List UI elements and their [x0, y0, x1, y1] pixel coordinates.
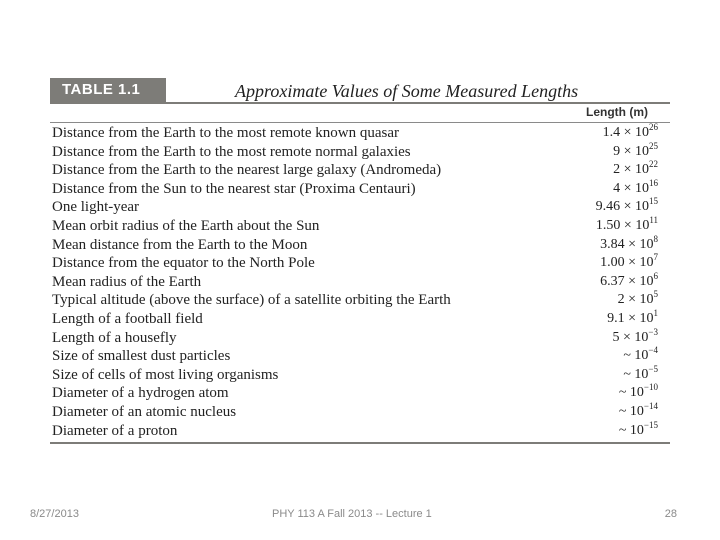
approx-sign: ~: [618, 385, 627, 401]
table-row: [50, 270, 670, 292]
row-length-value: ~ $10^{-10}$: [618, 382, 658, 401]
table-row: [50, 214, 670, 236]
value-exponent: 5: [653, 289, 658, 300]
table-row: [50, 177, 670, 199]
row-length-value: $2 \times 10^5$: [617, 289, 658, 308]
table-row: [50, 384, 670, 403]
approx-sign: ~: [623, 366, 631, 382]
table-title: Approximate Values of Some Measured Lengths: [235, 81, 579, 101]
row-length-value: $1.00 \times 10^7$: [600, 252, 658, 271]
approx-sign: ~: [618, 403, 627, 419]
value-mantissa: 6.37: [600, 273, 625, 289]
value-exponent: 25: [649, 140, 658, 151]
row-length-value: ~ $10^{-15}$: [618, 419, 658, 438]
table-row: [50, 363, 670, 385]
value-exponent: 1: [653, 307, 658, 318]
value-mantissa: 5: [612, 329, 620, 345]
value-exponent: −3: [648, 326, 658, 337]
row-description: Mean radius of the Earth: [52, 273, 202, 290]
row-description: Distance from the Earth to the nearest large galaxy (Andromeda): [52, 162, 442, 179]
row-description: Diameter of a proton: [52, 422, 178, 439]
table-row: [50, 124, 670, 143]
row-description: Distance from the Sun to the nearest star (Proxima Centauri): [52, 180, 416, 197]
row-description: One light-year: [52, 199, 140, 216]
row-length-value: $1.50 \times 10^{11}$: [595, 214, 658, 233]
row-description: Typical altitude (above the surface) of a satellite orbiting the Earth: [52, 292, 451, 309]
row-length-value: $3.84 \times 10^8$: [600, 233, 658, 252]
value-exponent: −15: [643, 419, 658, 430]
table-row: [50, 198, 670, 217]
table-row: [50, 233, 670, 255]
table-row: [50, 347, 670, 366]
value-mantissa: 3.84: [600, 236, 625, 252]
length-column-header: Length (m): [586, 105, 648, 119]
table-row: [50, 400, 670, 422]
table-row: [50, 419, 670, 441]
value-mantissa: 2: [617, 292, 625, 308]
value-exponent: 15: [649, 196, 658, 207]
value-exponent: −14: [643, 400, 658, 411]
row-length-value: $6.37 \times 10^6$: [600, 270, 658, 289]
table-row: [50, 326, 670, 348]
row-length-value: $9.1 \times 10^1$: [607, 307, 658, 326]
value-exponent: 11: [649, 214, 658, 225]
value-exponent: −4: [648, 345, 658, 356]
value-mantissa: 1.4: [602, 125, 621, 140]
table-badge: TABLE 1.1: [50, 78, 166, 102]
table-row: [50, 291, 670, 310]
row-description: Distance from the equator to the North Pole: [52, 255, 315, 272]
row-description: Distance from the Earth to the most remote known quasar: [52, 125, 399, 141]
row-description: Diameter of an atomic nucleus: [52, 403, 237, 420]
row-description: Length of a housefly: [52, 329, 177, 346]
row-length-value: $9 \times 10^{25}$: [613, 140, 658, 159]
row-length-value: ~ $10^{-5}$: [623, 363, 658, 382]
value-exponent: −10: [643, 382, 658, 393]
row-length-value: ~ $10^{-4}$: [623, 345, 658, 364]
value-exponent: 16: [649, 177, 658, 188]
row-length-value: $2 \times 10^{22}$: [613, 159, 658, 178]
row-length-value: ~ $10^{-14}$: [618, 400, 658, 419]
value-mantissa: 4: [613, 180, 621, 196]
value-exponent: 7: [653, 252, 658, 263]
value-mantissa: 1.00: [600, 255, 625, 271]
table-top-rule: [50, 102, 670, 104]
table-header-rule: [50, 122, 670, 123]
table-body: [50, 124, 670, 440]
value-exponent: 6: [653, 270, 658, 281]
footer-course-title: PHY 113 A Fall 2013 -- Lecture 1: [272, 508, 432, 520]
row-description: Size of smallest dust particles: [52, 348, 231, 365]
row-length-value: $1.4 \times 10^{26}$: [602, 122, 658, 140]
value-exponent: 26: [649, 122, 658, 132]
table-bottom-rule: [50, 442, 670, 444]
value-exponent: 22: [649, 159, 658, 170]
table-row: [50, 254, 670, 273]
value-mantissa: 9: [613, 143, 621, 159]
table-row: [50, 307, 670, 329]
slide-number: 28: [664, 508, 677, 520]
row-description: Length of a football field: [52, 310, 203, 327]
row-description: Size of cells of most living organisms: [52, 366, 279, 383]
table-row: [50, 140, 670, 162]
value-mantissa: 2: [613, 162, 621, 178]
row-length-value: $5 \times 10^{-3}$: [612, 326, 658, 345]
table-row: [50, 161, 670, 180]
footer-date: 8/27/2013: [30, 508, 79, 520]
row-description: Distance from the Earth to the most remote normal galaxies: [52, 143, 411, 160]
approx-sign: ~: [618, 422, 627, 438]
row-description: Mean orbit radius of the Earth about the Sun: [52, 217, 320, 234]
value-exponent: 8: [653, 233, 658, 244]
row-length-value: $4 \times 10^{16}$: [613, 177, 658, 196]
value-exponent: −5: [648, 363, 658, 374]
row-length-value: $9.46 \times 10^{15}$: [595, 196, 658, 215]
approx-sign: ~: [623, 348, 631, 364]
row-description: Diameter of a hydrogen atom: [52, 385, 229, 402]
value-mantissa: 1.50: [595, 217, 621, 233]
row-description: Mean distance from the Earth to the Moon: [52, 236, 308, 253]
value-mantissa: 9.1: [607, 310, 625, 326]
value-mantissa: 9.46: [595, 199, 621, 215]
